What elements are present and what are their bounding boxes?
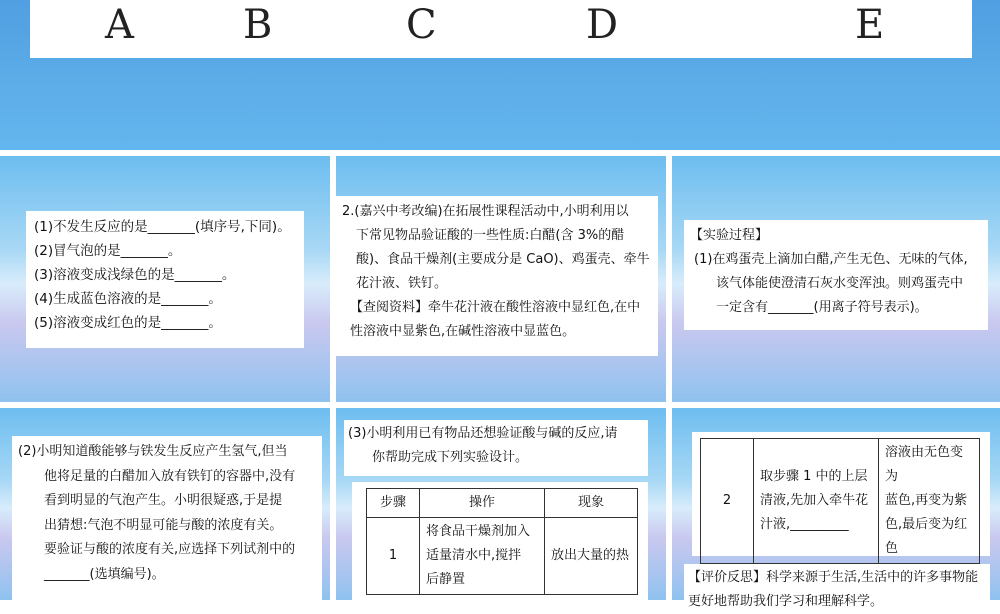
slide-panel-4 [0, 408, 330, 600]
hypothesis-card [12, 436, 322, 606]
table-card [352, 482, 648, 612]
hypothesis-line: _______(选填编号)。 [44, 566, 165, 582]
slide-panel-1 [0, 156, 330, 402]
problem-line: 【查阅资料】牵牛花汁液在酸性溶液中显红色,在中 [350, 300, 641, 315]
experiment-line: 该气体能使澄清石灰水变浑浊。则鸡蛋壳中 [716, 276, 964, 291]
experiment-table-continued [700, 438, 980, 564]
step-cell: 1 [367, 518, 420, 595]
question-line: (3)溶液变成浅绿色的是_______。 [34, 267, 236, 283]
experiment-line: 【实验过程】 [690, 228, 769, 243]
experiment-line: 一定含有_______(用离子符号表示)。 [716, 300, 928, 315]
experiment-table [366, 488, 638, 595]
design-intro-line: (3)小明利用已有物品还想验证酸与碱的反应,请 [348, 426, 618, 441]
table-header: 现象 [545, 489, 638, 518]
experiment-card [684, 220, 988, 330]
experiment-line: (1)在鸡蛋壳上滴加白醋,产生无色、无味的气体, [694, 252, 968, 267]
problem-card [336, 196, 658, 356]
questions-card [26, 211, 304, 348]
slide-panel-6 [672, 408, 1000, 609]
hypothesis-line: 出猜想:气泡不明显可能与酸的浓度有关。 [44, 517, 283, 533]
operation-cell: 取步骤 1 中的上层 清液,先加入牵牛花 汁液,_________ [754, 439, 879, 564]
question-line: (4)生成蓝色溶液的是_______。 [34, 291, 222, 307]
table-continued-card [692, 432, 990, 556]
table-row [701, 439, 980, 564]
slide-panel-5 [336, 408, 666, 600]
operation-cell: 将食品干燥剂加入 适量清水中,搅拌 后静置 [420, 518, 545, 595]
option-letter-d: D [586, 2, 619, 48]
hypothesis-line: 要验证与酸的浓度有关,应选择下列试剂中的 [44, 542, 296, 557]
options-image-strip [30, 0, 972, 58]
option-letter-a: A [105, 2, 134, 48]
reflection-line: 【评价反思】科学来源于生活,生活中的许多事物能 [688, 570, 979, 585]
option-letter-b: B [243, 2, 273, 48]
hypothesis-line: 看到明显的气泡产生。小明很疑惑,于是提 [44, 493, 283, 508]
question-line: (2)冒气泡的是_______。 [34, 243, 182, 259]
problem-line: 下常见物品验证酸的一些性质:白醋(含 3%的醋 [356, 228, 625, 243]
hypothesis-line: 他将足量的白醋加入放有铁钉的容器中,没有 [44, 468, 296, 484]
design-intro-card [344, 420, 648, 476]
design-intro-line: 你帮助完成下列实验设计。 [372, 450, 529, 465]
question-line: (5)溶液变成红色的是_______。 [34, 315, 222, 331]
hypothesis-line: (2)小明知道酸能够与铁发生反应产生氢气,但当 [18, 444, 288, 459]
top-banner [0, 0, 1000, 150]
phenomenon-cell: 溶液由无色变为 蓝色,再变为紫 色,最后变为红色 [879, 439, 980, 564]
problem-line: 性溶液中显紫色,在碱性溶液中显蓝色。 [350, 324, 576, 339]
question-line: (1)不发生反应的是_______(填序号,下同)。 [34, 219, 291, 235]
reflection-line: 更好地帮助我们学习和理解科学。 [688, 594, 884, 609]
reflection-card [684, 564, 990, 614]
slide-panel-3 [672, 156, 1000, 402]
option-letter-c: C [406, 2, 437, 48]
problem-line: 花汁液、铁钉。 [356, 276, 448, 291]
table-header-row [367, 489, 638, 518]
table-header: 步骤 [367, 489, 420, 518]
table-row [367, 518, 638, 595]
slide-panel-2 [336, 156, 666, 402]
problem-line: 酸)、食品干燥剂(主要成分是 CaO)、鸡蛋壳、牵牛 [356, 252, 650, 267]
table-header: 操作 [420, 489, 545, 518]
problem-line: 2.(嘉兴中考改编)在拓展性课程活动中,小明利用以 [342, 204, 629, 219]
step-cell: 2 [701, 439, 754, 564]
option-letter-e: E [855, 2, 885, 48]
phenomenon-cell: 放出大量的热 [545, 518, 638, 595]
